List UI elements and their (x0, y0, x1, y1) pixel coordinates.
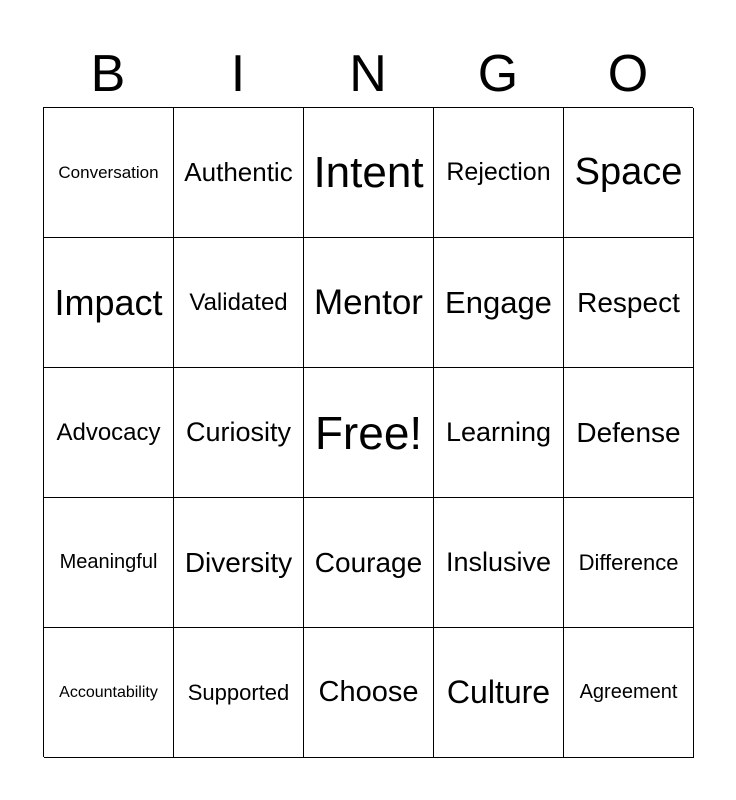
bingo-cell[interactable]: Agreement (564, 628, 694, 758)
bingo-cell[interactable]: Meaningful (44, 498, 174, 628)
bingo-cell[interactable]: Curiosity (174, 368, 304, 498)
bingo-cell[interactable]: Defense (564, 368, 694, 498)
header-letter-o: O (607, 45, 649, 103)
bingo-cell[interactable]: Space (564, 108, 694, 238)
bingo-cell[interactable]: Conversation (44, 108, 174, 238)
bingo-board (43, 107, 693, 757)
header-letter-g: G (477, 45, 519, 103)
bingo-header (43, 40, 693, 108)
header-letter-i: I (230, 45, 246, 103)
free-space-cell[interactable]: Free! (304, 368, 434, 498)
bingo-cell[interactable]: Authentic (174, 108, 304, 238)
bingo-cell[interactable]: Rejection (434, 108, 564, 238)
bingo-cell[interactable]: Impact (44, 238, 174, 368)
bingo-cell[interactable]: Engage (434, 238, 564, 368)
header-letter-b: B (90, 45, 126, 103)
bingo-cell[interactable]: Accountability (44, 628, 174, 758)
bingo-cell[interactable]: Inslusive (434, 498, 564, 628)
bingo-cell[interactable]: Respect (564, 238, 694, 368)
bingo-cell[interactable]: Mentor (304, 238, 434, 368)
bingo-cell[interactable]: Courage (304, 498, 434, 628)
bingo-cell[interactable]: Learning (434, 368, 564, 498)
bingo-cell[interactable]: Supported (174, 628, 304, 758)
bingo-cell[interactable]: Culture (434, 628, 564, 758)
header-letter-n: N (349, 45, 387, 103)
bingo-cell[interactable]: Advocacy (44, 368, 174, 498)
bingo-cell[interactable]: Choose (304, 628, 434, 758)
bingo-cell[interactable]: Diversity (174, 498, 304, 628)
bingo-cell[interactable]: Validated (174, 238, 304, 368)
bingo-cell[interactable]: Difference (564, 498, 694, 628)
bingo-cell[interactable]: Intent (304, 108, 434, 238)
